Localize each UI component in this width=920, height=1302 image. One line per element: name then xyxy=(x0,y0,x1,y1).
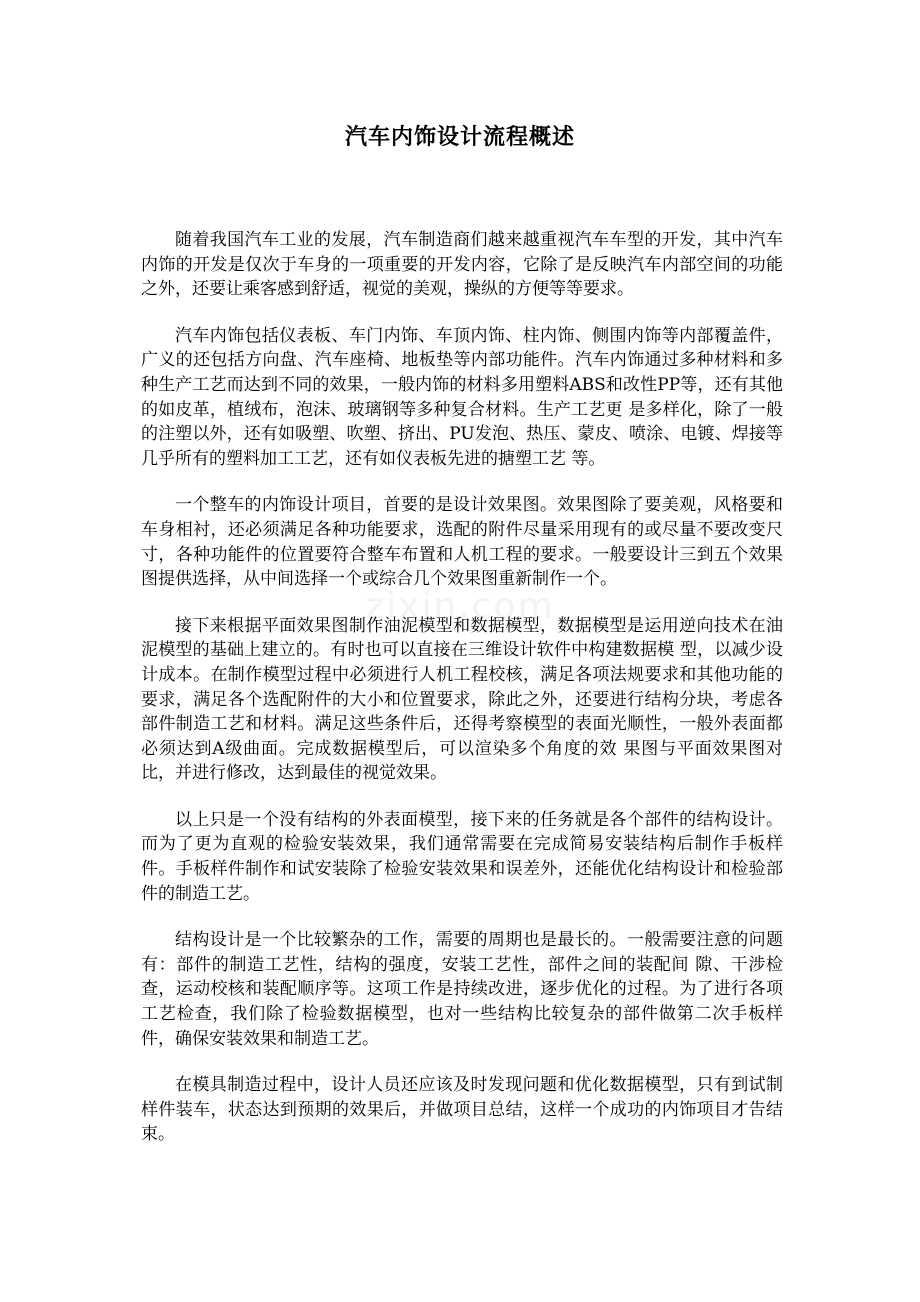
document-title: 汽车内饰设计流程概述 xyxy=(344,125,575,150)
watermark: zixin.com xyxy=(365,586,555,627)
paragraph-3: 一个整车的内饰设计项目，首要的是设计效果图。效果图除了要美观，风格要和车身相衬，还必须满足各种功能要求，选配的附件尽量采用现有的或尽量不要改变尺寸，各种功能件的位置要符合整车布置和人机工程的要求。一般要设计三到五个效果图提供选择，从中间选择一个或综合几个效果图重新制作一个。 xyxy=(141,495,783,590)
paragraph-2: 汽车内饰包括仪表板、车门内饰、车顶内饰、柱内饰、侧围内饰等内部覆盖件，广义的还包括方向盘、汽车座椅、地板垫等内部功能件。汽车内饰通过多种材料和多种生产工艺而达到不同的效果，一般内饰的材料多用塑料ABS和改性PP等，还有其他的如皮革，植绒布，泡沫、玻璃钢等多种复合材料。生产工艺更 是多样化，除了一般的注塑以外，还有如吸塑、吹塑、挤出、PU发泡、热压、蒙皮、喷涂、电镀、焊接等几乎所有的塑料加工工艺，还有如仪表板先进的搪塑工艺 等。 xyxy=(141,325,783,469)
paragraph-6: 结构设计是一个比较繁杂的工作，需要的周期也是最长的。一般需要注意的问题有：部件的制造工艺性，结构的强度，安装工艺性，部件之间的装配间 隙、干涉检查，运动校核和装配顺序等。这项工作是持续改进，逐步优化的过程。为了进行各项工艺检查，我们除了检验数据模型，也对一些结构比较复杂的部件做第二次手板样件，确保安装效果和制造工艺。 xyxy=(141,930,783,1049)
paragraph-1: 随着我国汽车工业的发展，汽车制造商们越来越重视汽车车型的开发，其中汽车内饰的开发是仅次于车身的一项重要的开发内容，它除了是反映汽车内部空间的功能之外，还要让乘客感到舒适，视觉的美观，操纵的方便等等要求。 xyxy=(141,230,783,300)
paragraph-4: 接下来根据平面效果图制作油泥模型和数据模型，数据模型是运用逆向技术在油泥模型的基础上建立的。有时也可以直接在三维设计软件中构建数据模 型，以减少设计成本。在制作模型过程中必须进行人机工程校核，满足各项法规要求和其他功能的要求，满足各个选配附件的大小和位置要求，除此之外，还要进行结构分块，考虑各部件制造工艺和材料。满足这些条件后，还得考察模型的表面光顺性，一般外表面都必须达到A级曲面。完成数据模型后，可以渲染多个角度的效 果图与平面效果图对比，并进行修改，达到最佳的视觉效果。 xyxy=(141,615,783,784)
paragraph-7: 在模具制造过程中，设计人员还应该及时发现问题和优化数据模型，只有到试制样件装车，状态达到预期的效果后，并做项目总结，这样一个成功的内饰项目才告结束。 xyxy=(141,1075,783,1145)
paragraph-5: 以上只是一个没有结构的外表面模型，接下来的任务就是各个部件的结构设计。而为了更为直观的检验安装效果，我们通常需要在完成简易安装结构后制作手板样件。手板样件制作和试安装除了检验安装效果和误差外，还能优化结构设计和检验部件的制造工艺。 xyxy=(141,809,783,904)
document-body xyxy=(141,228,783,1169)
